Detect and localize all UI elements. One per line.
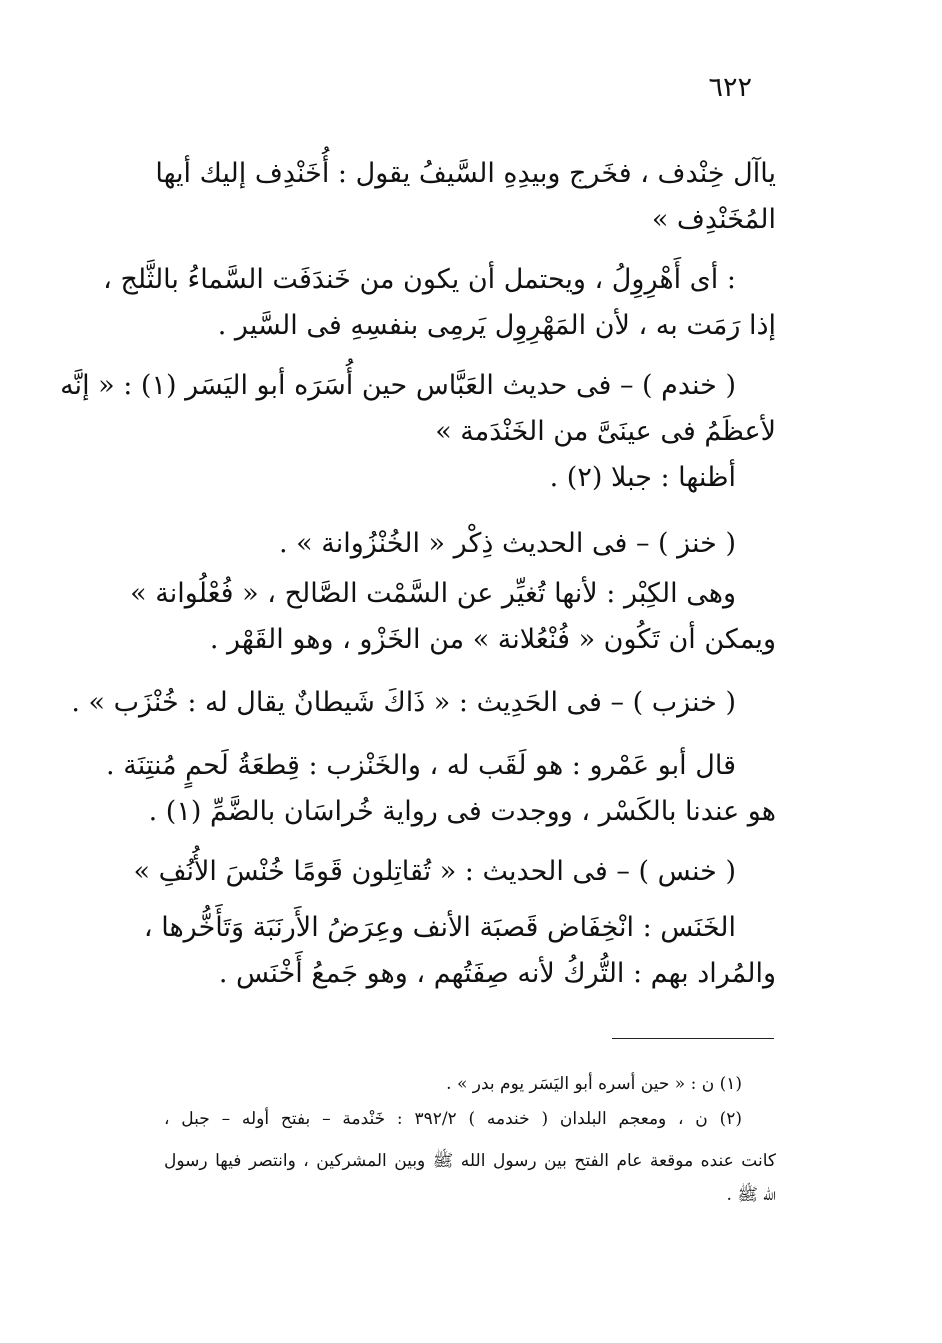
- footnote-separator: [612, 1038, 774, 1039]
- text-line: أظنها : جبلا (٢) .: [549, 462, 736, 493]
- footnote-line: (٢) ن ، ومعجم البلدان ( خندمه ) ٣٩٢/٢ : خَنْدمة – بفتح أوله – جبل ،: [164, 1109, 742, 1129]
- text-line: ويمكن أن تَكُون « فُنْعُلانة » من الخَزْو ، وهو القَهْر .: [209, 624, 776, 655]
- text-line: ( خندم ) – فى حديث العَبَّاس حين أُسَرَه أبو اليَسَر (١) : « إنَّه: [60, 370, 736, 401]
- text-line: وهى الكِبْر : لأنها تُغيِّر عن السَّمْت الصَّالح ، « فُعْلُوانة »: [130, 578, 736, 609]
- text-line: : أى أَهْرِوِلُ ، ويحتمل أن يكون من خَندَفَت السَّماءُ بالثَّلج ،: [103, 264, 736, 295]
- text-line: قال أبو عَمْرو : هو لَقَب له ، والخَنْزب : قِطعَةُ لَحمٍ مُنتِنَة .: [106, 750, 736, 781]
- text-line: لأعظَمُ فى عينَىَّ من الخَنْدَمة »: [435, 416, 776, 447]
- text-line: ياآل خِنْدف ، فخَرج وبيدِهِ السَّيفُ يقول : أُخَنْدِف إليك أيها: [155, 158, 776, 189]
- footnote-line: (١) ن : « حين أسره أبو اليَسَر يوم بدر » .: [446, 1074, 742, 1094]
- page-number: ٦٢٢: [708, 72, 752, 103]
- text-line: الخَنَس : انْخِفَاض قَصبَة الأنف وعِرَضُ الأَرنَبَة وَتَأَخُّرها ،: [143, 912, 736, 943]
- text-line: إذا رَمَت به ، لأن المَهْرِوِل يَرمِى بنفسِهِ فى السَّير .: [217, 310, 776, 341]
- text-line: ( خنزب ) – فى الحَدِيث : « ذَاكَ شَيطانٌ يقال له : خُنْزَب » .: [71, 687, 736, 718]
- footnote-line: كانت عنده موقعة عام الفتح بين رسول الله ﷺ وبين المشركين ، وانتصر فيها رسول: [164, 1151, 776, 1171]
- text-line: ( خنس ) – فى الحديث : « تُقاتِلون قَومًا خُنْسَ الأُنُفِ »: [133, 856, 736, 887]
- text-line: المُخَنْدِف »: [651, 204, 776, 235]
- text-line: والمُراد بهم : التُّركُ لأنه صِفَتُهم ، وهو جَمعُ أَخْنَس .: [218, 958, 776, 989]
- text-line: هو عندنا بالكَسْر ، ووجدت فى رواية خُراسَان بالضَّمِّ (١) .: [148, 796, 776, 827]
- footnote-line: الله ﷺ .: [726, 1185, 776, 1205]
- text-line: ( خنز ) – فى الحديث ذِكْر « الخُنْزُوانة » .: [278, 528, 736, 559]
